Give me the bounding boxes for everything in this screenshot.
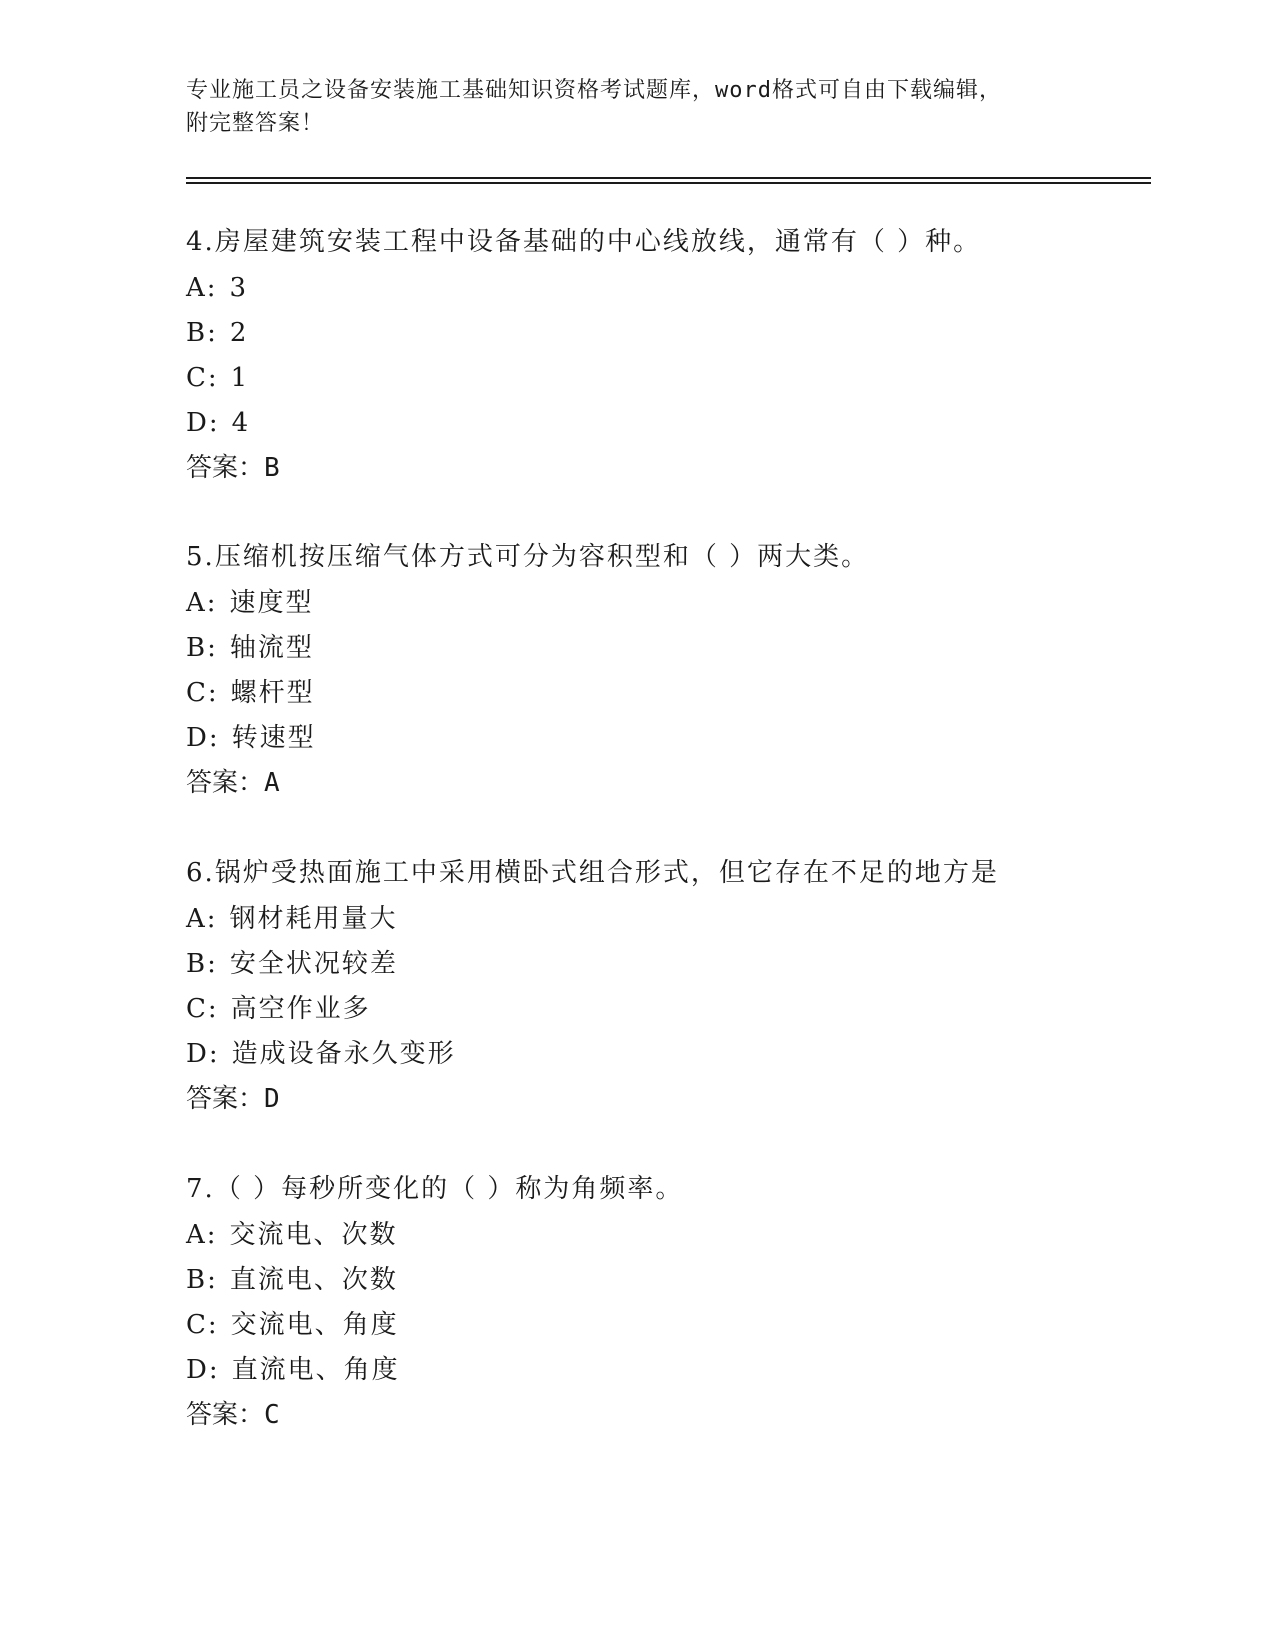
question-number: 4. <box>186 227 215 257</box>
answer-line <box>186 451 1146 491</box>
option-text: 直流电、次数 <box>229 1265 398 1295</box>
option-c <box>186 361 1146 406</box>
option-text: 4 <box>231 408 251 438</box>
answer-value: A <box>264 768 280 798</box>
question-7 <box>186 1172 1146 1438</box>
question-text: 房屋建筑安装工程中设备基础的中心线放线，通常有（ ）种。 <box>214 227 982 257</box>
option-text: 交流电、角度 <box>230 1310 399 1340</box>
option-text: 1 <box>230 363 250 393</box>
option-b <box>186 316 1146 361</box>
option-label: D: <box>186 723 220 753</box>
option-text: 钢材耗用量大 <box>229 904 398 934</box>
option-label: C: <box>186 678 219 708</box>
option-text: 交流电、次数 <box>229 1220 398 1250</box>
question-text: （ ）每秒所变化的（ ）称为角频率。 <box>214 1174 684 1204</box>
question-title <box>186 856 1146 902</box>
answer-line <box>186 1398 1146 1438</box>
header-divider-top <box>186 177 1151 179</box>
option-label: B: <box>186 1265 218 1295</box>
option-text: 轴流型 <box>229 633 314 663</box>
answer-label: 答案： <box>186 1084 265 1114</box>
question-title <box>186 540 1146 586</box>
answer-value: D <box>264 1084 280 1114</box>
option-label: B: <box>186 949 218 979</box>
question-text: 锅炉受热面施工中采用横卧式组合形式，但它存在不足的地方是 <box>214 858 999 888</box>
option-text: 直流电、角度 <box>231 1355 400 1385</box>
option-text: 造成设备永久变形 <box>231 1039 456 1069</box>
question-5 <box>186 540 1146 806</box>
document-header <box>186 74 1086 140</box>
option-c <box>186 676 1146 721</box>
option-text: 高空作业多 <box>230 994 371 1024</box>
option-c <box>186 992 1146 1037</box>
option-text: 速度型 <box>229 588 314 618</box>
question-6 <box>186 856 1146 1122</box>
option-text: 螺杆型 <box>230 678 315 708</box>
option-b <box>186 947 1146 992</box>
answer-value: C <box>264 1400 280 1430</box>
question-title <box>186 1172 1146 1218</box>
answer-label: 答案： <box>186 768 265 798</box>
answer-line <box>186 766 1146 806</box>
option-label: D: <box>186 408 220 438</box>
question-number: 5. <box>186 542 215 572</box>
option-d <box>186 1037 1146 1082</box>
answer-label: 答案： <box>186 453 265 483</box>
option-a <box>186 586 1146 631</box>
option-text: 3 <box>229 273 249 303</box>
option-label: A: <box>186 1220 218 1250</box>
question-number: 7. <box>186 1174 215 1204</box>
option-label: C: <box>186 1310 219 1340</box>
option-label: A: <box>186 904 218 934</box>
option-d <box>186 721 1146 766</box>
question-4 <box>186 225 1146 491</box>
header-line-2: 附完整答案！ <box>186 111 325 136</box>
header-divider-bottom <box>186 182 1151 184</box>
option-label: D: <box>186 1355 220 1385</box>
question-text: 压缩机按压缩气体方式可分为容积型和（ ）两大类。 <box>214 542 870 572</box>
answer-value: B <box>264 453 280 483</box>
option-c <box>186 1308 1146 1353</box>
option-label: B: <box>186 318 218 348</box>
option-a <box>186 902 1146 947</box>
option-label: B: <box>186 633 218 663</box>
option-label: D: <box>186 1039 220 1069</box>
option-text: 2 <box>229 318 249 348</box>
option-text: 安全状况较差 <box>229 949 398 979</box>
question-title <box>186 225 1146 271</box>
option-d <box>186 406 1146 451</box>
question-number: 6. <box>186 858 215 888</box>
option-text: 转速型 <box>231 723 316 753</box>
option-label: C: <box>186 994 219 1024</box>
option-b <box>186 631 1146 676</box>
option-a <box>186 1218 1146 1263</box>
answer-label: 答案： <box>186 1400 265 1430</box>
option-label: C: <box>186 363 219 393</box>
option-d <box>186 1353 1146 1398</box>
answer-line <box>186 1082 1146 1122</box>
header-line-1: 专业施工员之设备安装施工基础知识资格考试题库，word格式可自由下载编辑， <box>186 78 1002 103</box>
option-label: A: <box>186 273 218 303</box>
option-a <box>186 271 1146 316</box>
option-b <box>186 1263 1146 1308</box>
option-label: A: <box>186 588 218 618</box>
